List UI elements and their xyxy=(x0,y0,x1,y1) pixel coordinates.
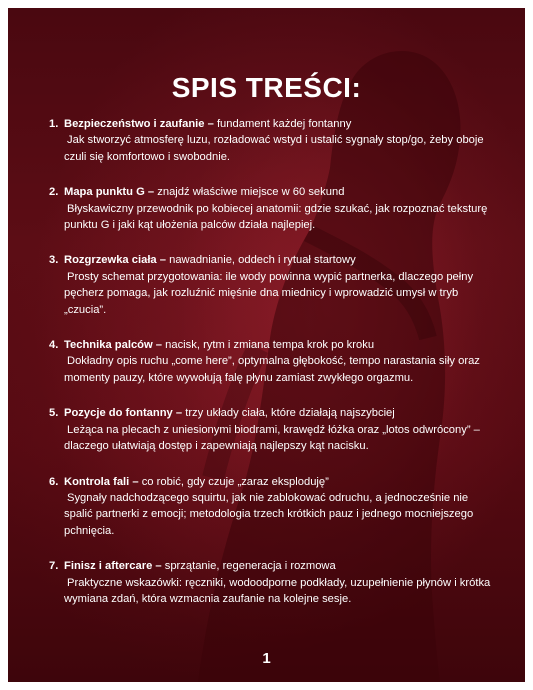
item-description: Leżąca na plecach z uniesionymi biodrami, krawędź łóżka oraz „lotos odwrócony” – dlaczego ułatwiają dostęp i zapewniają najlepszy kąt nacisku. xyxy=(64,423,480,453)
document-page xyxy=(8,8,525,682)
item-description: Sygnały nadchodzącego squirtu, jak nie zablokować odruchu, a jednocześnie nie spalić partnerki z emocji; metodologia trzech krótkich pauz i jednego mocniejszego pchnięcia. xyxy=(64,491,474,537)
item-description: Dokładny opis ruchu „come here”, optymalna głębokość, tempo narastania siły oraz momenty pauzy, które wywołują falę płynu zamiast zwykłego orgazmu. xyxy=(64,355,480,384)
toc-item xyxy=(49,474,494,540)
item-subtitle: nacisk, rytm i zmiana tempa krok po kroku xyxy=(162,339,375,352)
toc-item xyxy=(49,252,494,318)
toc-item xyxy=(49,405,494,454)
page-number: 1 xyxy=(262,650,271,667)
toc-item xyxy=(49,337,494,386)
item-heading: Technika palców – xyxy=(64,339,163,352)
item-heading: Finisz i aftercare – xyxy=(64,560,162,573)
item-heading: Pozycje do fontanny – xyxy=(64,407,183,420)
toc-item xyxy=(49,184,494,233)
item-description: Prosty schemat przygotowania: ile wody powinna wypić partnerka, dlaczego pełny pęcherz pomaga, jak rozluźnić mięśnie dna miednicy i wprowadzić umysł w tryb „czucia”. xyxy=(64,270,474,316)
item-heading: Rozgrzewka ciała – xyxy=(64,254,166,267)
toc-content xyxy=(8,8,525,682)
toc-item xyxy=(49,116,494,165)
item-number: 7. xyxy=(49,560,59,573)
item-heading: Bezpieczeństwo i zaufanie – xyxy=(64,118,214,130)
item-subtitle: fundament każdej fontanny xyxy=(213,118,352,130)
toc-list xyxy=(49,116,494,626)
item-subtitle: trzy układy ciała, które działają najszybciej xyxy=(182,407,395,420)
item-description: Błyskawiczny przewodnik po kobiecej anatomii: gdzie szukać, jak rozpoznać teksturę punktu G i jaki kąt ułożenia palców działa najlepiej. xyxy=(64,202,488,232)
item-subtitle: nawadnianie, oddech i rytuał startowy xyxy=(165,254,356,267)
item-description: Praktyczne wskazówki: ręczniki, wodoodporne podkłady, uzupełnienie płynów i krótka wymiana zdań, która wzmacnia zaufanie na kolejne sesje. xyxy=(64,576,491,605)
page-title: SPIS TREŚCI: xyxy=(171,72,362,103)
item-description: Jak stworzyć atmosferę luzu, rozładować wstyd i ustalić sygnały stop/go, żeby oboje czuli się komfortowo i swobodnie. xyxy=(64,134,484,163)
item-number: 3. xyxy=(49,254,59,267)
item-number: 2. xyxy=(49,186,59,199)
item-subtitle: znajdź właściwe miejsce w 60 sekund xyxy=(154,186,345,199)
item-number: 4. xyxy=(49,339,59,352)
item-subtitle: co robić, gdy czuje „zaraz eksploduję” xyxy=(138,475,329,488)
item-number: 5. xyxy=(49,407,59,420)
item-heading: Kontrola fali – xyxy=(64,475,139,488)
toc-item xyxy=(49,558,494,607)
item-subtitle: sprzątanie, regeneracja i rozmowa xyxy=(161,560,336,573)
item-number: 6. xyxy=(49,475,59,488)
item-heading: Mapa punktu G – xyxy=(64,186,155,199)
item-number: 1. xyxy=(49,118,59,130)
